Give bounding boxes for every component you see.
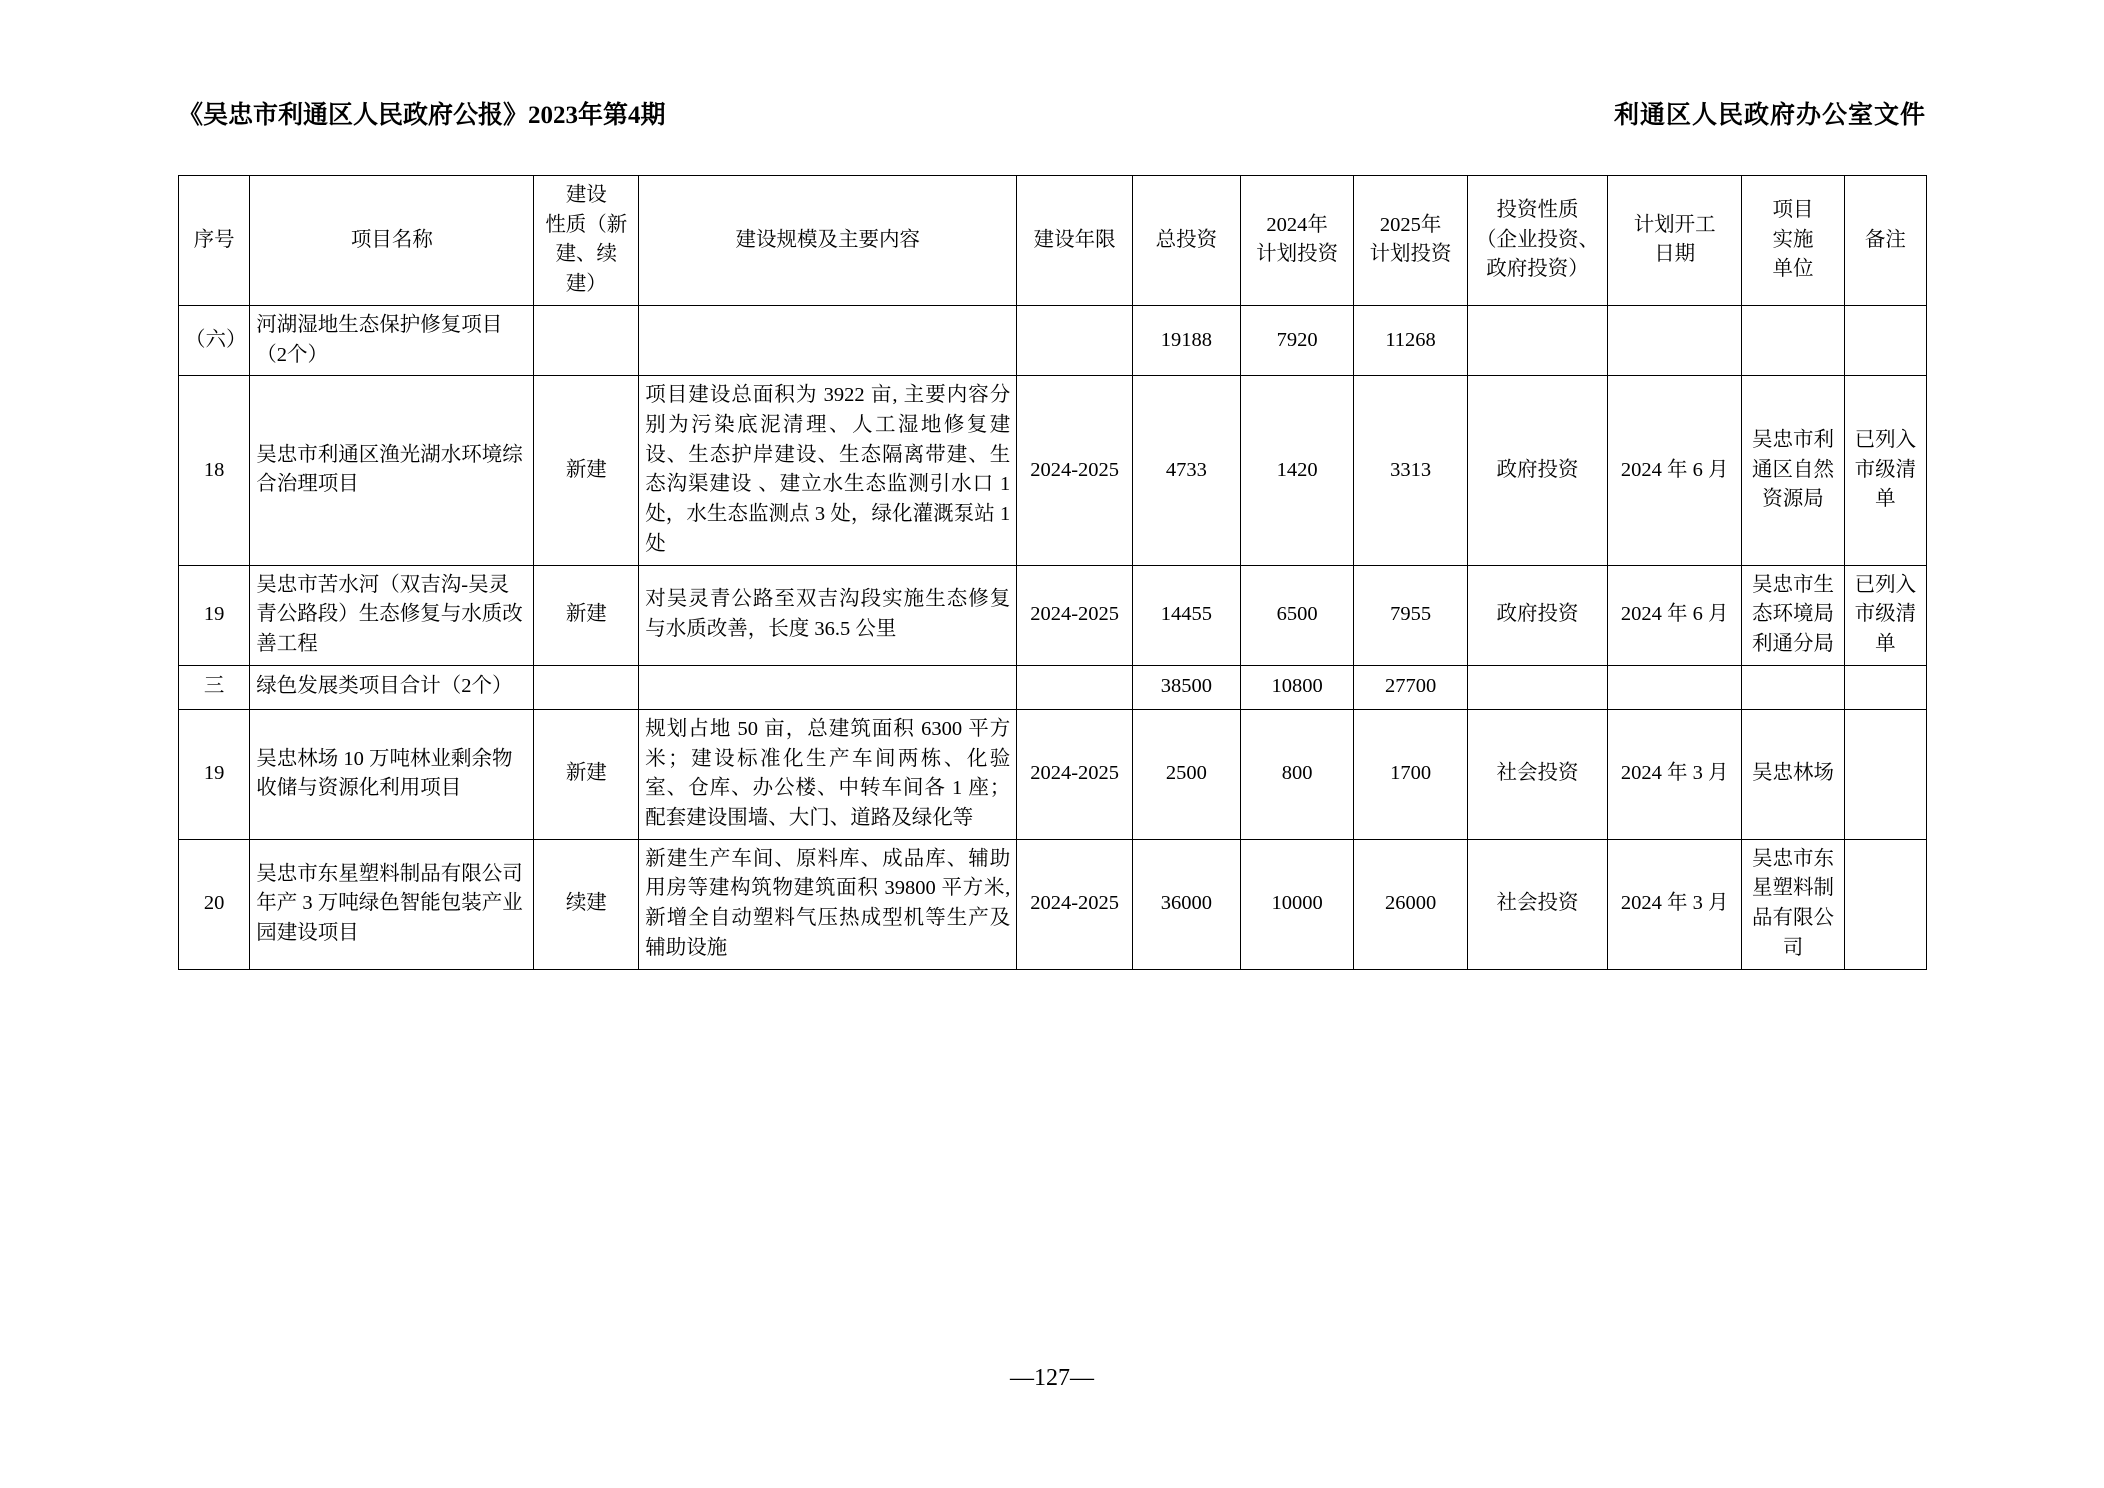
cell-2025-plan: 1700 <box>1354 709 1467 839</box>
cell-scale-content: 新建生产车间、原料库、成品库、辅助用房等建构筑物建筑面积 39800 平方米, 新增全自动塑料气压热成型机等生产及辅助设施 <box>639 839 1017 969</box>
cell-investment-nature: 政府投资 <box>1467 565 1607 665</box>
cell-2025-plan: 26000 <box>1354 839 1467 969</box>
column-header-investment-nature-line1: 投资性质 <box>1496 198 1579 221</box>
cell-total-investment: 4733 <box>1132 376 1240 565</box>
column-header-2025-plan <box>1354 176 1467 306</box>
project-plan-table <box>178 175 1927 970</box>
column-header-2024-plan-line2: 计划投资 <box>1256 243 1339 266</box>
cell-project-name: 吴忠市东星塑料制品有限公司年产 3 万吨绿色智能包装产业园建设项目 <box>250 839 534 969</box>
cell-2024-plan: 7920 <box>1240 305 1353 375</box>
cell-period: 2024-2025 <box>1017 709 1133 839</box>
cell-2025-plan: 3313 <box>1354 376 1467 565</box>
column-header-scale-content: 建设规模及主要内容 <box>639 176 1017 306</box>
column-header-construction-nature-line2: 性质（新 <box>545 213 628 236</box>
cell-project-name: 吴忠林场 10 万吨林业剩余物收储与资源化利用项目 <box>250 709 534 839</box>
cell-remark: 已列入市级清单 <box>1844 376 1926 565</box>
cell-scale-content: 对吴灵青公路至双吉沟段实施生态修复与水质改善，长度 36.5 公里 <box>639 565 1017 665</box>
column-header-investment-nature <box>1467 176 1607 306</box>
cell-period <box>1017 305 1133 375</box>
cell-total-investment: 14455 <box>1132 565 1240 665</box>
cell-seq: 18 <box>179 376 250 565</box>
cell-implementing-unit: 吴忠市利通区自然资源局 <box>1742 376 1845 565</box>
cell-scale-content: 项目建设总面积为 3922 亩, 主要内容分别为污染底泥清理、人工湿地修复建设、生态护岸建设、生态隔离带建、生态沟渠建设 、建立水生态监测引水口 1 处，水生态监测点 3 处，绿化灌溉泵站 1 处 <box>639 376 1017 565</box>
cell-2024-plan: 10800 <box>1240 665 1353 709</box>
cell-construction-nature: 新建 <box>534 709 639 839</box>
cell-2024-plan: 6500 <box>1240 565 1353 665</box>
cell-implementing-unit <box>1742 665 1845 709</box>
column-header-2024-plan-line1: 2024年 <box>1266 213 1328 236</box>
cell-construction-nature: 新建 <box>534 376 639 565</box>
column-header-2025-plan-line2: 计划投资 <box>1369 243 1452 266</box>
cell-remark <box>1844 305 1926 375</box>
cell-2025-plan: 7955 <box>1354 565 1467 665</box>
column-header-start-date-line2: 日期 <box>1654 243 1696 266</box>
cell-investment-nature <box>1467 305 1607 375</box>
header-left-text: 《吴忠市利通区人民政府公报》2023年第4期 <box>178 102 666 129</box>
column-header-period: 建设年限 <box>1017 176 1133 306</box>
cell-scale-content: 规划占地 50 亩，总建筑面积 6300 平方米；建设标准化生产车间两栋、化验室、仓库、办公楼、中转车间各 1 座；配套建设围墙、大门、道路及绿化等 <box>639 709 1017 839</box>
header-right-text: 利通区人民政府办公室文件 <box>1613 102 1926 129</box>
cell-remark <box>1844 709 1926 839</box>
column-header-implementing-unit-line2: 实施 <box>1772 228 1814 251</box>
cell-period: 2024-2025 <box>1017 565 1133 665</box>
cell-start-date: 2024 年 6 月 <box>1608 565 1742 665</box>
table-row <box>179 709 1927 839</box>
cell-implementing-unit <box>1742 305 1845 375</box>
cell-total-investment: 36000 <box>1132 839 1240 969</box>
column-header-total-investment: 总投资 <box>1132 176 1240 306</box>
table-row <box>179 305 1927 375</box>
table-row <box>179 839 1927 969</box>
page-header <box>178 95 1926 131</box>
cell-implementing-unit: 吴忠市生态环境局利通分局 <box>1742 565 1845 665</box>
cell-start-date: 2024 年 3 月 <box>1608 709 1742 839</box>
column-header-construction-nature-line1: 建设 <box>565 184 607 206</box>
cell-start-date: 2024 年 6 月 <box>1608 376 1742 565</box>
column-header-investment-nature-line2: （企业投资、 <box>1476 228 1599 251</box>
cell-project-name: 吴忠市苦水河（双吉沟-吴灵青公路段）生态修复与水质改善工程 <box>250 565 534 665</box>
page-number: —127— <box>1010 1365 1094 1391</box>
cell-implementing-unit: 吴忠市东星塑料制品有限公司 <box>1742 839 1845 969</box>
cell-total-investment: 38500 <box>1132 665 1240 709</box>
column-header-start-date-line1: 计划开工 <box>1633 213 1716 236</box>
page-footer <box>0 1365 2104 1392</box>
cell-project-name: 绿色发展类项目合计（2个） <box>250 665 534 709</box>
cell-investment-nature: 社会投资 <box>1467 839 1607 969</box>
table-row <box>179 376 1927 565</box>
cell-remark <box>1844 839 1926 969</box>
cell-construction-nature <box>534 665 639 709</box>
cell-start-date: 2024 年 3 月 <box>1608 839 1742 969</box>
column-header-project-name: 项目名称 <box>250 176 534 306</box>
cell-construction-nature: 续建 <box>534 839 639 969</box>
cell-scale-content <box>639 665 1017 709</box>
cell-seq: 三 <box>179 665 250 709</box>
cell-seq: 19 <box>179 565 250 665</box>
table-row <box>179 665 1927 709</box>
cell-period <box>1017 665 1133 709</box>
cell-total-investment: 2500 <box>1132 709 1240 839</box>
column-header-construction-nature <box>534 176 639 306</box>
cell-2024-plan: 1420 <box>1240 376 1353 565</box>
cell-investment-nature: 政府投资 <box>1467 376 1607 565</box>
column-header-implementing-unit-line3: 单位 <box>1772 258 1814 281</box>
cell-construction-nature: 新建 <box>534 565 639 665</box>
cell-investment-nature <box>1467 665 1607 709</box>
column-header-investment-nature-line3: 政府投资） <box>1486 258 1589 281</box>
column-header-2025-plan-line1: 2025年 <box>1379 213 1442 236</box>
table-row <box>179 565 1927 665</box>
cell-scale-content <box>639 305 1017 375</box>
cell-construction-nature <box>534 305 639 375</box>
cell-seq: 19 <box>179 709 250 839</box>
column-header-seq: 序号 <box>179 176 250 306</box>
cell-start-date <box>1608 305 1742 375</box>
cell-seq: （六） <box>179 305 250 375</box>
cell-seq: 20 <box>179 839 250 969</box>
table-header-row <box>179 176 1927 306</box>
cell-start-date <box>1608 665 1742 709</box>
cell-2024-plan: 800 <box>1240 709 1353 839</box>
cell-remark <box>1844 665 1926 709</box>
cell-2024-plan: 10000 <box>1240 839 1353 969</box>
cell-2025-plan: 11268 <box>1354 305 1467 375</box>
cell-project-name: 吴忠市利通区渔光湖水环境综合治理项目 <box>250 376 534 565</box>
cell-period: 2024-2025 <box>1017 376 1133 565</box>
column-header-construction-nature-line3: 建、续建） <box>555 243 618 296</box>
column-header-implementing-unit <box>1742 176 1845 306</box>
cell-remark: 已列入市级清单 <box>1844 565 1926 665</box>
project-plan-table-wrapper <box>178 175 1927 970</box>
column-header-implementing-unit-line1: 项目 <box>1772 198 1814 221</box>
column-header-start-date <box>1608 176 1742 306</box>
cell-investment-nature: 社会投资 <box>1467 709 1607 839</box>
cell-period: 2024-2025 <box>1017 839 1133 969</box>
column-header-2024-plan <box>1240 176 1353 306</box>
column-header-remark: 备注 <box>1844 176 1926 306</box>
cell-2025-plan: 27700 <box>1354 665 1467 709</box>
cell-project-name: 河湖湿地生态保护修复项目（2个） <box>250 305 534 375</box>
cell-implementing-unit: 吴忠林场 <box>1742 709 1845 839</box>
cell-total-investment: 19188 <box>1132 305 1240 375</box>
